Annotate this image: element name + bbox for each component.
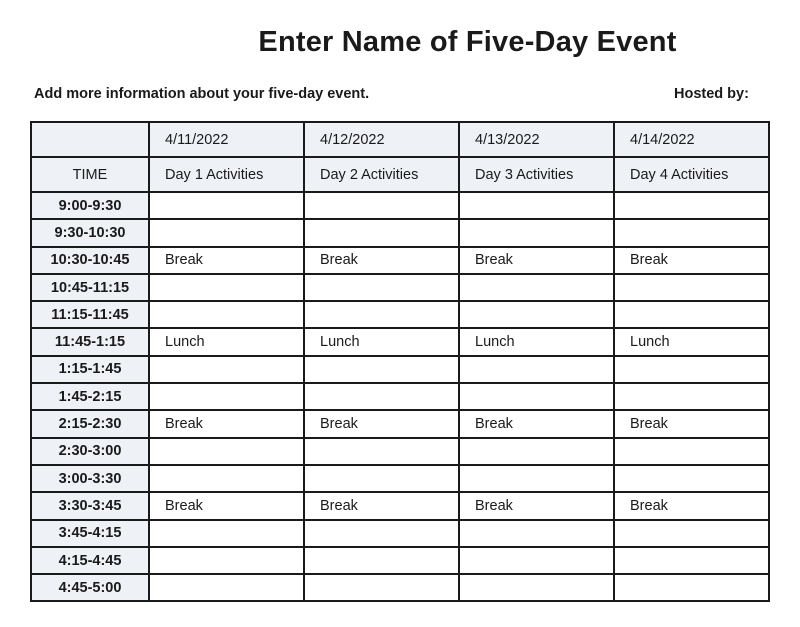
activity-cell[interactable]: Lunch bbox=[149, 328, 304, 355]
activity-cell[interactable] bbox=[459, 520, 614, 547]
activity-cell[interactable]: Break bbox=[149, 410, 304, 437]
activity-cell[interactable] bbox=[459, 219, 614, 246]
activity-cell[interactable] bbox=[149, 356, 304, 383]
activity-cell[interactable]: Break bbox=[149, 247, 304, 274]
hosted-by-label: Hosted by: bbox=[674, 86, 749, 102]
activity-cell[interactable] bbox=[304, 192, 459, 219]
activity-cell[interactable] bbox=[459, 465, 614, 492]
time-slot-cell: 9:00-9:30 bbox=[31, 192, 149, 219]
table-row bbox=[31, 438, 769, 465]
activity-cell[interactable]: Break bbox=[459, 410, 614, 437]
table-row bbox=[31, 219, 769, 246]
day-header: Day 2 Activities bbox=[304, 157, 459, 192]
activity-cell[interactable] bbox=[614, 356, 769, 383]
activity-cell[interactable] bbox=[304, 274, 459, 301]
activity-cell[interactable] bbox=[614, 274, 769, 301]
activity-cell[interactable] bbox=[459, 356, 614, 383]
activity-cell[interactable]: Lunch bbox=[459, 328, 614, 355]
time-slot-cell: 2:15-2:30 bbox=[31, 410, 149, 437]
activity-cell[interactable]: Break bbox=[304, 492, 459, 519]
activity-cell[interactable] bbox=[149, 465, 304, 492]
empty-corner-cell bbox=[31, 122, 149, 157]
activity-cell[interactable]: Lunch bbox=[614, 328, 769, 355]
time-slot-cell: 10:45-11:15 bbox=[31, 274, 149, 301]
activity-cell[interactable] bbox=[304, 465, 459, 492]
table-row bbox=[31, 247, 769, 274]
activity-cell[interactable] bbox=[459, 192, 614, 219]
table-row bbox=[31, 492, 769, 519]
date-header: 4/14/2022 bbox=[614, 122, 769, 157]
table-row bbox=[31, 192, 769, 219]
activity-cell[interactable] bbox=[149, 383, 304, 410]
activity-cell[interactable] bbox=[304, 219, 459, 246]
activity-cell[interactable] bbox=[304, 547, 459, 574]
table-row bbox=[31, 410, 769, 437]
activity-cell[interactable] bbox=[614, 574, 769, 601]
activity-cell[interactable] bbox=[304, 438, 459, 465]
table-row bbox=[31, 356, 769, 383]
activity-cell[interactable]: Break bbox=[459, 247, 614, 274]
day-header: Day 4 Activities bbox=[614, 157, 769, 192]
table-row bbox=[31, 301, 769, 328]
table-row bbox=[31, 574, 769, 601]
activity-cell[interactable] bbox=[149, 547, 304, 574]
time-slot-cell: 4:45-5:00 bbox=[31, 574, 149, 601]
activity-cell[interactable] bbox=[459, 301, 614, 328]
time-slot-cell: 3:30-3:45 bbox=[31, 492, 149, 519]
day-header: Day 1 Activities bbox=[149, 157, 304, 192]
date-header: 4/11/2022 bbox=[149, 122, 304, 157]
time-slot-cell: 9:30-10:30 bbox=[31, 219, 149, 246]
activity-cell[interactable] bbox=[149, 438, 304, 465]
activity-cell[interactable] bbox=[304, 356, 459, 383]
activity-cell[interactable] bbox=[304, 574, 459, 601]
time-slot-cell: 3:45-4:15 bbox=[31, 520, 149, 547]
table-row bbox=[31, 547, 769, 574]
table-row bbox=[31, 383, 769, 410]
activity-cell[interactable]: Break bbox=[304, 247, 459, 274]
activity-cell[interactable] bbox=[304, 520, 459, 547]
activity-cell[interactable] bbox=[304, 301, 459, 328]
time-slot-cell: 11:45-1:15 bbox=[31, 328, 149, 355]
activity-cell[interactable] bbox=[614, 547, 769, 574]
activity-cell[interactable] bbox=[149, 520, 304, 547]
activity-cell[interactable] bbox=[459, 438, 614, 465]
page-title: Enter Name of Five-Day Event bbox=[258, 26, 677, 58]
date-header-row bbox=[31, 122, 769, 157]
activity-cell[interactable] bbox=[149, 301, 304, 328]
event-description: Add more information about your five-day event. bbox=[34, 86, 370, 102]
activity-cell[interactable] bbox=[459, 547, 614, 574]
activity-cell[interactable] bbox=[614, 465, 769, 492]
schedule-table bbox=[30, 121, 770, 602]
activity-cell[interactable] bbox=[304, 383, 459, 410]
activity-cell[interactable]: Lunch bbox=[304, 328, 459, 355]
activity-cell[interactable]: Break bbox=[304, 410, 459, 437]
activity-cell[interactable] bbox=[614, 219, 769, 246]
time-slot-cell: 4:15-4:45 bbox=[31, 547, 149, 574]
activity-cell[interactable] bbox=[459, 383, 614, 410]
activity-cell[interactable] bbox=[459, 274, 614, 301]
day-header: Day 3 Activities bbox=[459, 157, 614, 192]
table-row bbox=[31, 274, 769, 301]
activity-cell[interactable] bbox=[614, 438, 769, 465]
time-slot-cell: 2:30-3:00 bbox=[31, 438, 149, 465]
activity-cell[interactable] bbox=[149, 574, 304, 601]
time-column-header: TIME bbox=[31, 157, 149, 192]
activity-cell[interactable]: Break bbox=[459, 492, 614, 519]
time-slot-cell: 11:15-11:45 bbox=[31, 301, 149, 328]
date-header: 4/13/2022 bbox=[459, 122, 614, 157]
table-row bbox=[31, 328, 769, 355]
table-row bbox=[31, 465, 769, 492]
time-slot-cell: 3:00-3:30 bbox=[31, 465, 149, 492]
activity-cell[interactable]: Break bbox=[614, 410, 769, 437]
activity-cell[interactable] bbox=[614, 301, 769, 328]
activity-cell[interactable] bbox=[149, 219, 304, 246]
table-row bbox=[31, 520, 769, 547]
activity-cell[interactable] bbox=[149, 274, 304, 301]
activity-cell[interactable] bbox=[149, 192, 304, 219]
activity-cell[interactable] bbox=[614, 383, 769, 410]
activity-cell[interactable]: Break bbox=[614, 247, 769, 274]
date-header: 4/12/2022 bbox=[304, 122, 459, 157]
activity-cell[interactable] bbox=[614, 192, 769, 219]
time-slot-cell: 1:15-1:45 bbox=[31, 356, 149, 383]
time-slot-cell: 10:30-10:45 bbox=[31, 247, 149, 274]
activity-cell[interactable] bbox=[614, 520, 769, 547]
activity-cell[interactable]: Break bbox=[149, 492, 304, 519]
activity-cell[interactable] bbox=[459, 574, 614, 601]
activity-cell[interactable]: Break bbox=[614, 492, 769, 519]
time-slot-cell: 1:45-2:15 bbox=[31, 383, 149, 410]
day-header-row bbox=[31, 157, 769, 192]
